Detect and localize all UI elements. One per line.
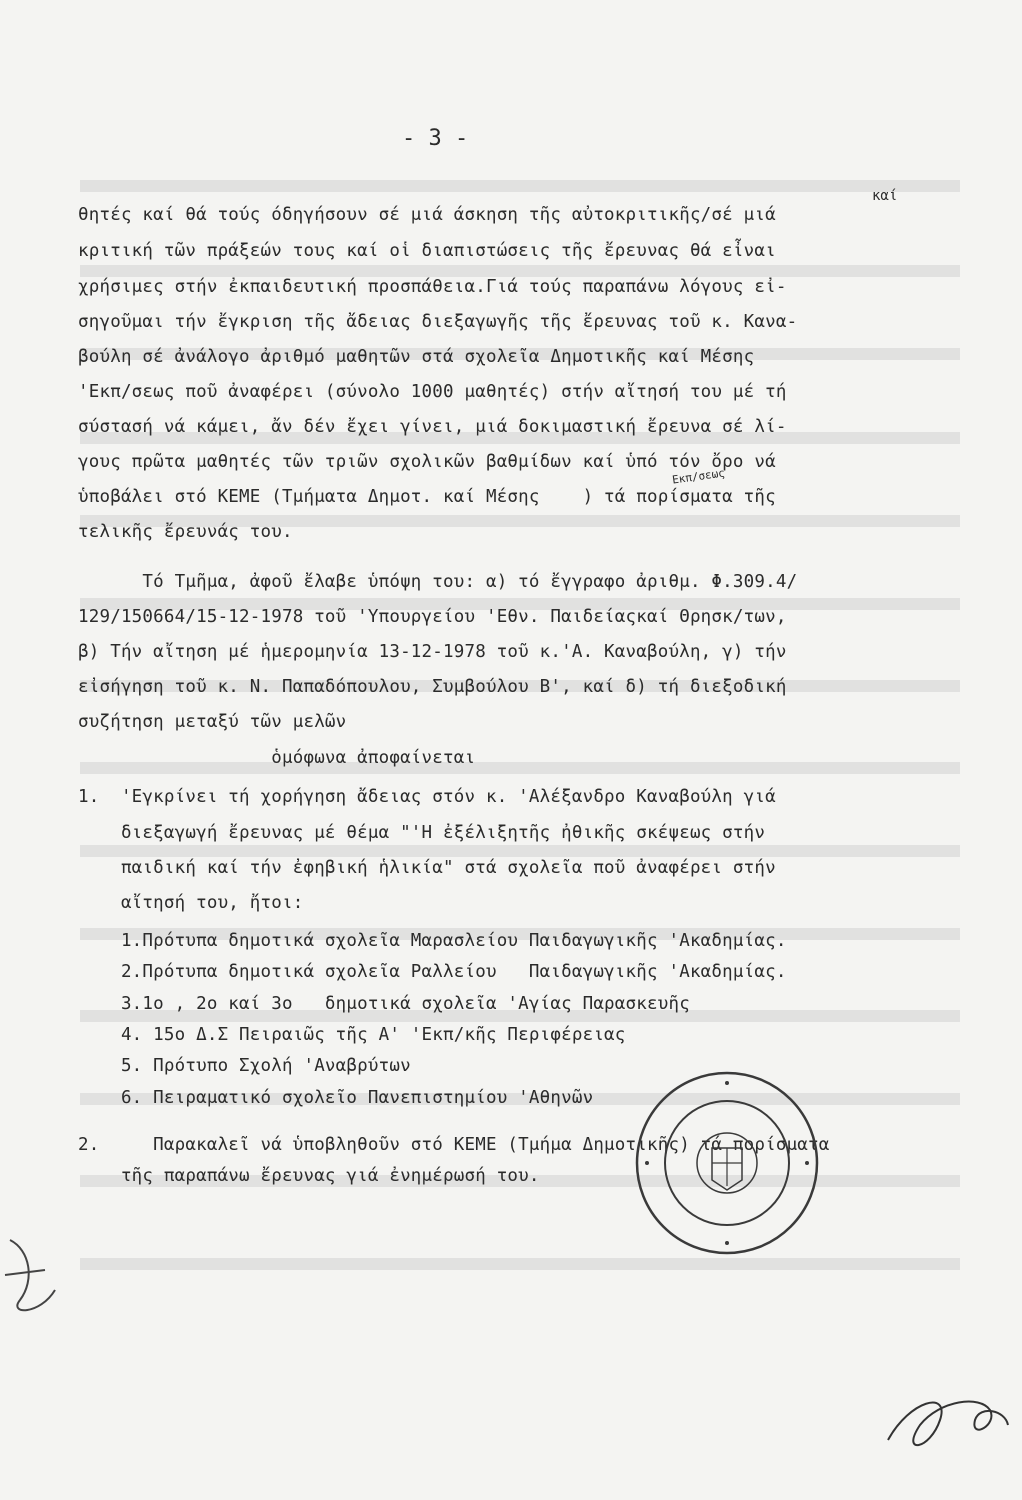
handwritten-insert-kai: καί <box>872 188 898 204</box>
text-line-9: ὑποβάλει στό ΚΕΜΕ (Τμήματα Δημοτ. καί Μέσης ) τά πορίσματα τῆς <box>78 487 776 507</box>
text-line-20: αἴτησή του, ἤτοι: <box>78 893 304 913</box>
text-line-3: χρήσιμες στήν ἐκπαιδευτική προσπάθεια.Γιά τούς παραπάνω λόγους εἰ- <box>78 277 787 297</box>
list-item: 4. 15ο Δ.Σ Πειραιῶς τῆς Α' 'Εκπ/κῆς Περιφέρειας <box>78 1025 626 1045</box>
text-line-15: συζήτηση μεταξύ τῶν μελῶν <box>78 712 347 732</box>
text-line-5: βούλη σέ ἀνάλογο ἀριθμό μαθητῶν στά σχολεῖα Δημοτικῆς καί Μέσης <box>78 347 755 367</box>
text-line-12: 129/150664/15-12-1978 τοῦ 'Υπουργείου 'Εθν. Παιδείαςκαί Θρησκ/των, <box>78 607 787 627</box>
handwritten-insert-ekp: Εκπ/σεως <box>671 466 726 487</box>
list-item: 1.Πρότυπα δημοτικά σχολεῖα Μαρασλείου Παιδαγωγικῆς 'Ακαδημίας. <box>78 931 787 951</box>
signature-icon <box>880 1380 1015 1460</box>
official-stamp-icon <box>632 1068 822 1258</box>
text-line-11: Τό Τμῆμα, ἀφοῦ ἔλαβε ὑπόψη του: α) τό ἔγγραφο ἀριθμ. Φ.309.4/ <box>78 572 798 592</box>
text-line-10: τελικῆς ἔρευνάς του. <box>78 522 293 542</box>
text-line-14: εἰσήγηση τοῦ κ. Ν. Παπαδόπουλου, Συμβούλου Β', καί δ) τή διεξοδική <box>78 677 787 697</box>
text-line-8: γους πρῶτα μαθητές τῶν τριῶν σχολικῶν βαθμίδων καί ὑπό τόν ὄρο νά <box>78 452 776 472</box>
list-item: 3.1ο , 2ο καί 3ο δημοτικά σχολεῖα 'Αγίας Παρασκευῆς <box>78 994 690 1014</box>
page-number: - 3 - <box>402 126 469 151</box>
text-line-7: σύστασή νά κάμει, ἄν δέν ἔχει γίνει, μιά δοκιμαστική ἔρευνα σέ λί- <box>78 417 787 437</box>
text-line-18: διεξαγωγή ἔρευνας μέ θέμα "'Η ἐξέλιξητῆς ἠθικῆς σκέψεως στήν <box>78 823 766 843</box>
list-item: 6. Πειραματικό σχολεῖο Πανεπιστημίου 'Αθηνῶν <box>78 1088 594 1108</box>
text-line-4: σηγοῦμαι τήν ἔγκριση τῆς ἄδειας διεξαγωγῆς τῆς ἔρευνας τοῦ κ. Κανα- <box>78 312 798 332</box>
text-line-1: θητές καί θά τούς όδηγήσουν σέ μιά άσκηση τῆς αὐτοκριτικῆς/σέ μιά <box>78 205 776 225</box>
text-line-2: κριτική τῶν πράξεών τους καί οἱ διαπιστώσεις τῆς ἔρευνας θά εἶναι <box>78 241 776 261</box>
text-line-28: τῆς παραπάνω ἔρευνας γιά ἐνημέρωσή του. <box>78 1166 540 1186</box>
text-line-6: 'Εκπ/σεως ποῦ ἀναφέρει (σύνολο 1000 μαθητές) στήν αἴτησή του μέ τή <box>78 382 787 402</box>
decision-heading: ὁμόφωνα ἀποφαίνεται <box>78 748 476 768</box>
text-line-27: 2. Παρακαλεῖ νά ὑποβληθοῦν στό ΚΕΜΕ (Τμήμα Δημοτικῆς) τά πορίσματα <box>78 1135 830 1155</box>
text-line-19: παιδική καί τήν ἐφηβική ἡλικία" στά σχολεῖα ποῦ ἀναφέρει στήν <box>78 858 776 878</box>
text-line-17: 1. 'Εγκρίνει τή χορήγηση ἄδειας στόν κ. 'Αλέξανδρο Καναβούλη γιά <box>78 787 776 807</box>
text-line-13: β) Τήν αἴτηση μέ ἡμερομηνία 13-12-1978 τοῦ κ.'Α. Καναβούλη, γ) τήν <box>78 642 787 662</box>
list-item: 5. Πρότυπο Σχολή 'Αναβρύτων <box>78 1056 411 1076</box>
list-item: 2.Πρότυπα δημοτικά σχολεῖα Ραλλείου Παιδαγωγικῆς 'Ακαδημίας. <box>78 962 787 982</box>
handwritten-mark-icon <box>0 1220 70 1330</box>
